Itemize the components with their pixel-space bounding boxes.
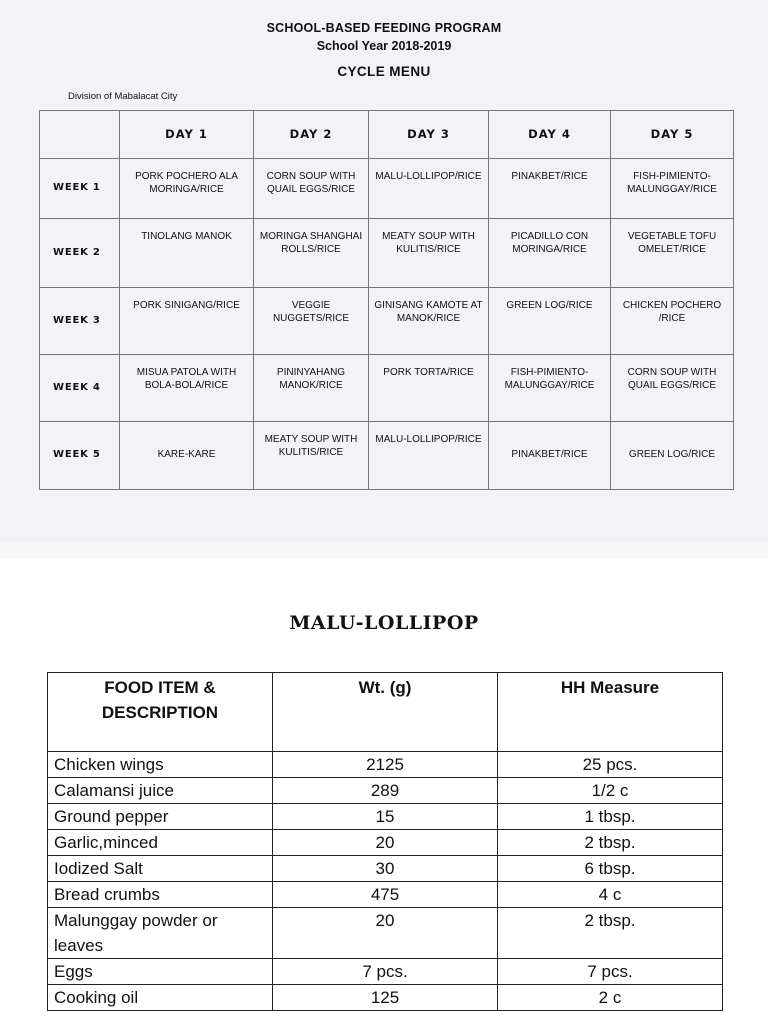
ingredient-measure: 4 c (498, 882, 723, 908)
ingredient-name: Chicken wings (48, 752, 273, 778)
day-header: DAY 5 (611, 111, 734, 159)
ingredient-name: Garlic,minced (48, 830, 273, 856)
ingredient-name: Ground pepper (48, 804, 273, 830)
meal-cell: GREEN LOG/RICE (611, 422, 734, 490)
division-label: Division of Mabalacat City (68, 91, 178, 102)
meal-cell: PORK POCHERO ALA MORINGA/RICE (120, 159, 254, 219)
ingredient-row (48, 856, 723, 882)
recipe-table (47, 672, 723, 1011)
week-row (40, 422, 734, 490)
ingredient-weight: 20 (273, 908, 498, 959)
week-label: WEEK 1 (40, 159, 120, 219)
ingredient-measure: 2 tbsp. (498, 830, 723, 856)
week-row (40, 219, 734, 288)
ingredient-row (48, 804, 723, 830)
meal-cell: CORN SOUP WITH QUAIL EGGS/RICE (611, 355, 734, 422)
ingredient-measure: 25 pcs. (498, 752, 723, 778)
ingredient-name: Bread crumbs (48, 882, 273, 908)
column-header: HH Measure (498, 673, 723, 752)
program-title: SCHOOL-BASED FEEDING PROGRAM (266, 21, 502, 35)
meal-cell: PINAKBET/RICE (489, 159, 611, 219)
corner-cell (40, 111, 120, 159)
day-header-row (40, 111, 734, 159)
meal-cell: CHICKEN POCHERO /RICE (611, 288, 734, 355)
meal-cell: VEGGIE NUGGETS/RICE (254, 288, 369, 355)
ingredient-measure: 1/2 c (498, 778, 723, 804)
recipe-header-row (48, 673, 723, 752)
ingredient-name: Iodized Salt (48, 856, 273, 882)
ingredient-weight: 2125 (273, 752, 498, 778)
meal-cell: PININYAHANG MANOK/RICE (254, 355, 369, 422)
ingredient-weight: 475 (273, 882, 498, 908)
ingredient-row (48, 830, 723, 856)
week-label: WEEK 5 (40, 422, 120, 490)
meal-cell: FISH-PIMIENTO-MALUNGGAY/RICE (611, 159, 734, 219)
week-row (40, 355, 734, 422)
week-row (40, 159, 734, 219)
meal-cell: MEATY SOUP WITH KULITIS/RICE (254, 422, 369, 490)
day-header: DAY 2 (254, 111, 369, 159)
ingredient-measure: 6 tbsp. (498, 856, 723, 882)
ingredient-weight: 15 (273, 804, 498, 830)
meal-cell: CORN SOUP WITH QUAIL EGGS/RICE (254, 159, 369, 219)
ingredient-weight: 30 (273, 856, 498, 882)
week-row (40, 288, 734, 355)
meal-cell: MISUA PATOLA WITH BOLA-BOLA/RICE (120, 355, 254, 422)
ingredient-measure: 1 tbsp. (498, 804, 723, 830)
ingredient-weight: 20 (273, 830, 498, 856)
meal-cell: MORINGA SHANGHAI ROLLS/RICE (254, 219, 369, 288)
week-label: WEEK 3 (40, 288, 120, 355)
day-header: DAY 3 (369, 111, 489, 159)
meal-cell: VEGETABLE TOFU OMELET/RICE (611, 219, 734, 288)
meal-cell: PORK TORTA/RICE (369, 355, 489, 422)
meal-cell: FISH-PIMIENTO-MALUNGGAY/RICE (489, 355, 611, 422)
ingredient-measure: 2 c (498, 985, 723, 1011)
meal-cell: TINOLANG MANOK (120, 219, 254, 288)
ingredient-measure: 7 pcs. (498, 959, 723, 985)
ingredient-measure: 2 tbsp. (498, 908, 723, 959)
ingredient-row (48, 985, 723, 1011)
ingredient-row (48, 908, 723, 959)
page-edge (0, 542, 768, 558)
recipe-title: MALU-LOLLIPOP (289, 612, 479, 634)
column-header: Wt. (g) (273, 673, 498, 752)
meal-cell: MALU-LOLLIPOP/RICE (369, 159, 489, 219)
meal-cell: PICADILLO CON MORINGA/RICE (489, 219, 611, 288)
ingredient-row (48, 752, 723, 778)
meal-cell: PINAKBET/RICE (489, 422, 611, 490)
meal-cell: PORK SINIGANG/RICE (120, 288, 254, 355)
day-header: DAY 4 (489, 111, 611, 159)
ingredient-row (48, 959, 723, 985)
ingredient-weight: 125 (273, 985, 498, 1011)
meal-cell: KARE-KARE (120, 422, 254, 490)
ingredient-weight: 289 (273, 778, 498, 804)
ingredient-name: Calamansi juice (48, 778, 273, 804)
meal-cell: GREEN LOG/RICE (489, 288, 611, 355)
ingredient-weight: 7 pcs. (273, 959, 498, 985)
meal-cell: MEATY SOUP WITH KULITIS/RICE (369, 219, 489, 288)
ingredient-name: Eggs (48, 959, 273, 985)
ingredient-row (48, 778, 723, 804)
cycle-menu-title: CYCLE MENU (337, 64, 431, 79)
ingredient-row (48, 882, 723, 908)
week-label: WEEK 4 (40, 355, 120, 422)
school-year: School Year 2018-2019 (316, 39, 452, 53)
column-header: FOOD ITEM & DESCRIPTION (48, 673, 273, 752)
week-label: WEEK 2 (40, 219, 120, 288)
meal-cell: MALU-LOLLIPOP/RICE (369, 422, 489, 490)
day-header: DAY 1 (120, 111, 254, 159)
meal-cell: GINISANG KAMOTE AT MANOK/RICE (369, 288, 489, 355)
ingredient-name: Malunggay powder or leaves (48, 908, 273, 959)
ingredient-name: Cooking oil (48, 985, 273, 1011)
cycle-menu-table (39, 110, 734, 490)
